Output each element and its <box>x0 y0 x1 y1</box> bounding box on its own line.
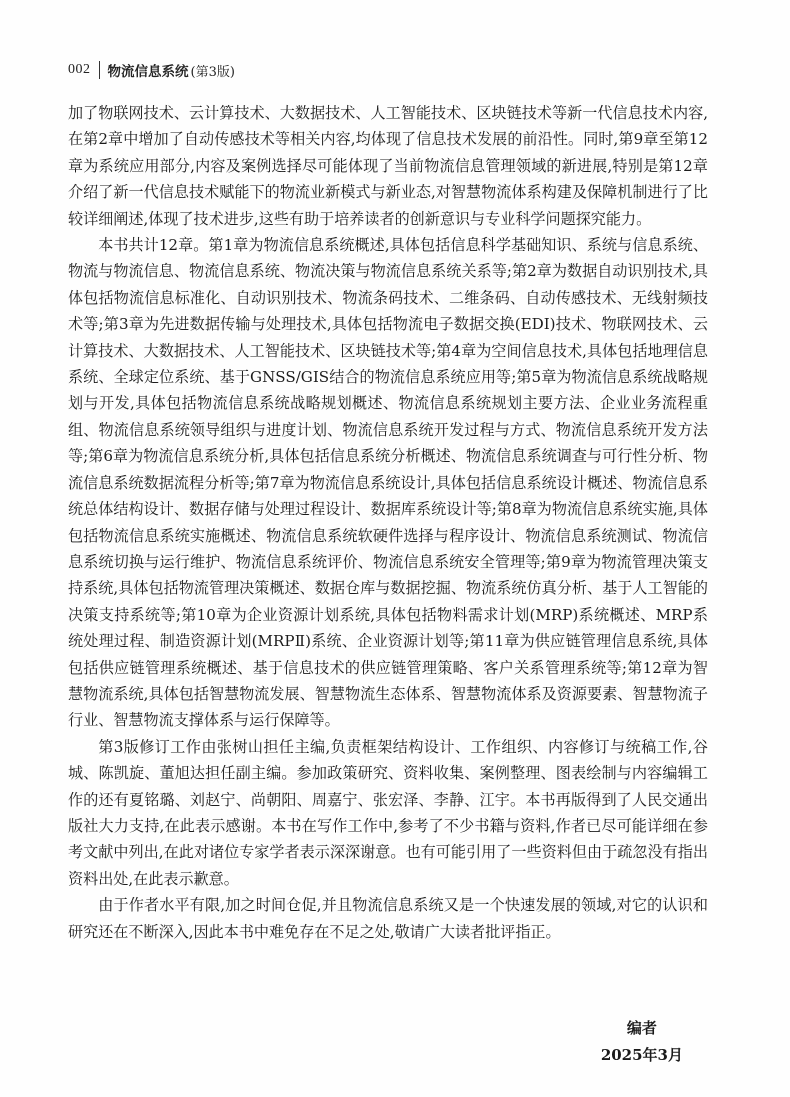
signature-date: 2025年3月 <box>600 1046 683 1064</box>
running-header <box>68 58 235 82</box>
signature-author: 编者 <box>626 1019 657 1037</box>
paragraph-closing: 由于作者水平有限,加之时间仓促,并且物流信息系统又是一个快速发展的领域,对它的认识和研究还在不断深入,因此本书中难免存在不足之处,敬请广大读者批评指正。 <box>68 896 708 941</box>
header-divider <box>99 61 100 79</box>
paragraph-continued: 加了物联网技术、云计算技术、大数据技术、人工智能技术、区块链技术等新一代信息技术内容,在第2章中增加了自动传感技术等相关内容,均体现了信息技术发展的前沿性。同时,第9章至第12章为系统应用部分,内容及案例选择尽可能体现了当前物流信息管理领域的新进展,特别是第12章介绍了新一代信息技术赋能下的物流业新模式与新业态,对智慧物流体系构建及保障机制进行了比较详细阐述,体现了技术进步,这些有助于培养读者的创新意识与专业科学问题探究能力。 <box>68 104 708 228</box>
paragraph-acknowledgements: 第3版修订工作由张树山担任主编,负责框架结构设计、工作组织、内容修订与统稿工作,谷城、陈凯旋、董旭达担任副主编。参加政策研究、资料收集、案例整理、图表绘制与内容编辑工作的还有夏铭璐、刘赵宁、尚朝阳、周嘉宁、张宏泽、李静、江宇。本书再版得到了人民交通出版社大力支持,在此表示感谢。本书在写作工作中,参考了不少书籍与资料,作者已尽可能详细在参考文献中列出,在此对诸位专家学者表示深深谢意。也有可能引用了一些资料但由于疏忽没有指出资料出处,在此表示歉意。 <box>68 737 708 888</box>
preface-body <box>68 100 708 945</box>
page-number: 002 <box>68 62 91 77</box>
paragraph-chapter-overview: 本书共计12章。第1章为物流信息系统概述,具体包括信息科学基础知识、系统与信息系统、物流与物流信息、物流信息系统、物流决策与物流信息系统关系等;第2章为数据自动识别技术,具体包括物流信息标准化、自动识别技术、物流条码技术、二维条码、自动传感技术、无线射频技术等;第3章为先进数据传输与处理技术,具体包括物流电子数据交换(EDI)技术、物联网技术、云计算技术、大数据技术、人工智能技术、区块链技术等;第4章为空间信息技术,具体包括地理信息系统、全球定位系统、基于GNSS/GIS结合的物流信息系统应用等;第5章为物流信息系统战略规划与开发,具体包括物流信息系统战略规划概述、物流信息系统规划主要方法、企业业务流程重组、物流信息系统领导组织与进度计划、物流信息系统开发过程与方式、物流信息系统开发方法等;第6章为物流信息系统分析,具体包括信息系统分析概述、物流信息系统调查与可行性分析、物流信息系统数据流程分析等;第7章为物流信息系统设计,具体包括信息系统设计概述、物流信息系统总体结构设计、数据存储与处理过程设计、数据库系统设计等;第8章为物流信息系统实施,具体包括物流信息系统实施概述、物流信息系统软硬件选择与程序设计、物流信息系统测试、物流信息系统切换与运行维护、物流信息系统评价、物流信息系统安全管理等;第9章为物流管理决策支持系统,具体包括物流管理决策概述、数据仓库与数据挖掘、物流系统仿真分析、基于人工智能的决策支持系统等;第10章为企业资源计划系统,具体包括物料需求计划(MRP)系统概述、MRP系统处理过程、制造资源计划(MRPⅡ)系统、企业资源计划等;第11章为供应链管理信息系统,具体包括供应链管理系统概述、基于信息技术的供应链管理策略、客户关系管理系统等;第12章为智慧物流系统,具体包括智慧物流发展、智慧物流生态体系、智慧物流体系及资源要素、智慧物流子行业、智慧物流支撑体系与运行保障等。 <box>68 236 708 730</box>
edition-label: (第3版) <box>190 64 235 80</box>
book-title: 物流信息系统 <box>107 64 189 80</box>
signature-block <box>601 1015 683 1069</box>
